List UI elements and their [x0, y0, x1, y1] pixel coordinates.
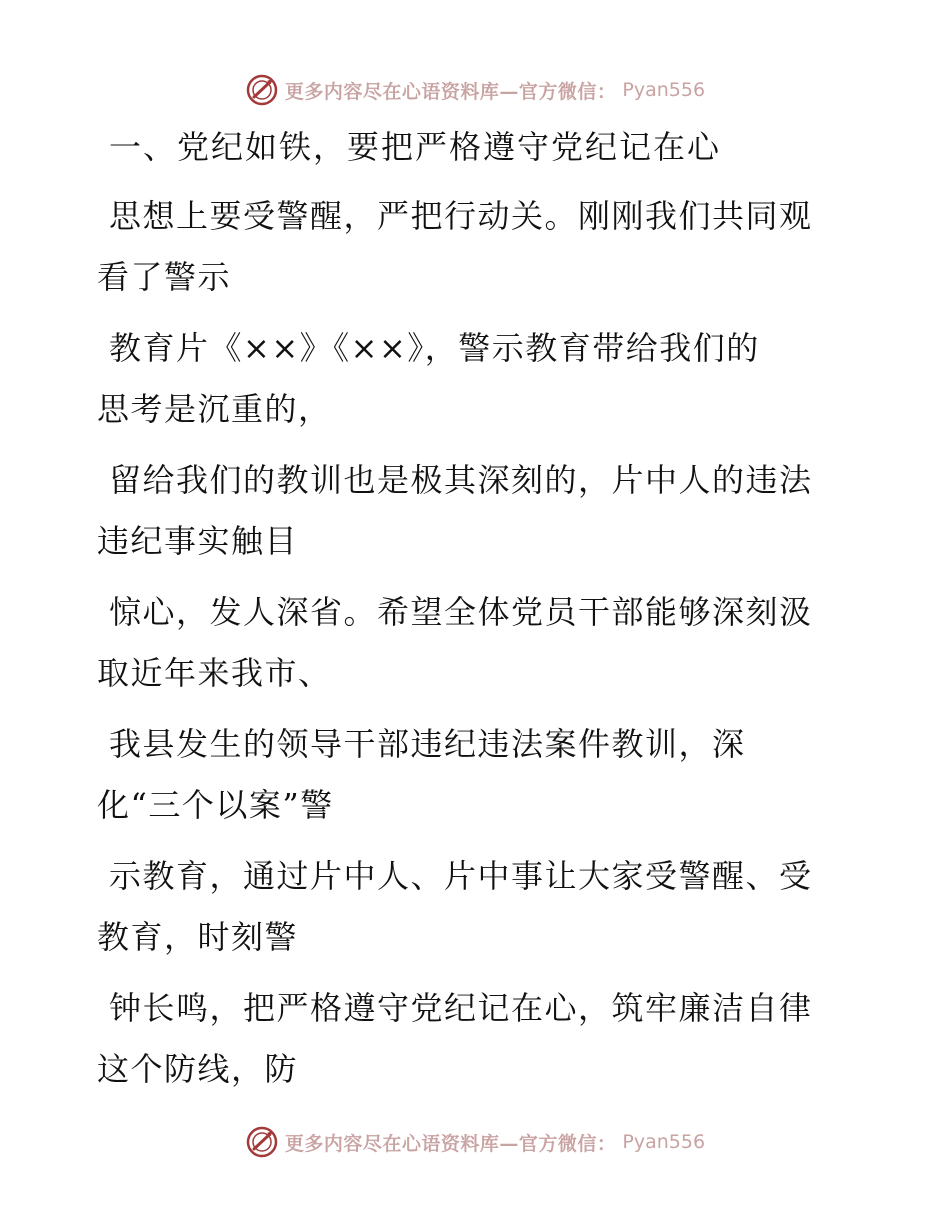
paragraph — [97, 846, 837, 968]
paragraph-line: 钟长鸣，把严格遵守党纪记在心，筑牢廉洁自律 — [109, 989, 813, 1027]
banner-wechat-id: Pyan556 — [622, 79, 706, 101]
paragraph-line: 违纪事实触目 — [97, 522, 299, 560]
footer-banner — [0, 1122, 950, 1162]
document-body — [97, 118, 837, 1110]
banner-text: 更多内容尽在心语资料库—官方微信： — [284, 1132, 617, 1155]
banner-wechat-id: Pyan556 — [622, 1131, 706, 1153]
paragraph — [97, 186, 837, 308]
paragraph-line: 示教育，通过片中人、片中事让大家受警醒、受 — [109, 857, 813, 895]
banner-text: 更多内容尽在心语资料库—官方微信： — [284, 80, 617, 103]
paragraph-line: 惊心，发人深省。希望全体党员干部能够深刻汲 — [109, 593, 813, 631]
paragraph — [97, 450, 837, 572]
paragraph-line: 我县发生的领导干部违纪违法案件教训，深 — [109, 725, 746, 763]
section-heading: 一、党纪如铁，要把严格遵守党纪记在心 — [109, 128, 722, 166]
header-banner — [0, 70, 950, 110]
paragraph-line: 看了警示 — [97, 258, 232, 296]
paragraph-line: 化“三个以案”警 — [97, 786, 334, 824]
paragraph-line: 思考是沉重的， — [97, 390, 332, 428]
paragraph — [97, 318, 837, 440]
logo-icon — [245, 1125, 279, 1159]
paragraph-line: 这个防线，防 — [97, 1050, 299, 1088]
paragraph-line: 教育片《××》《××》，警示教育带给我们的 — [109, 329, 760, 367]
paragraph-line: 教育，时刻警 — [97, 918, 299, 956]
paragraph — [97, 582, 837, 704]
paragraph-line: 思想上要受警醒，严把行动关。刚刚我们共同观 — [109, 197, 813, 235]
paragraph — [97, 714, 837, 836]
paragraph-line: 取近年来我市、 — [97, 654, 332, 692]
logo-icon — [245, 73, 279, 107]
paragraph — [97, 978, 837, 1100]
paragraph-line: 留给我们的教训也是极其深刻的，片中人的违法 — [109, 461, 813, 499]
